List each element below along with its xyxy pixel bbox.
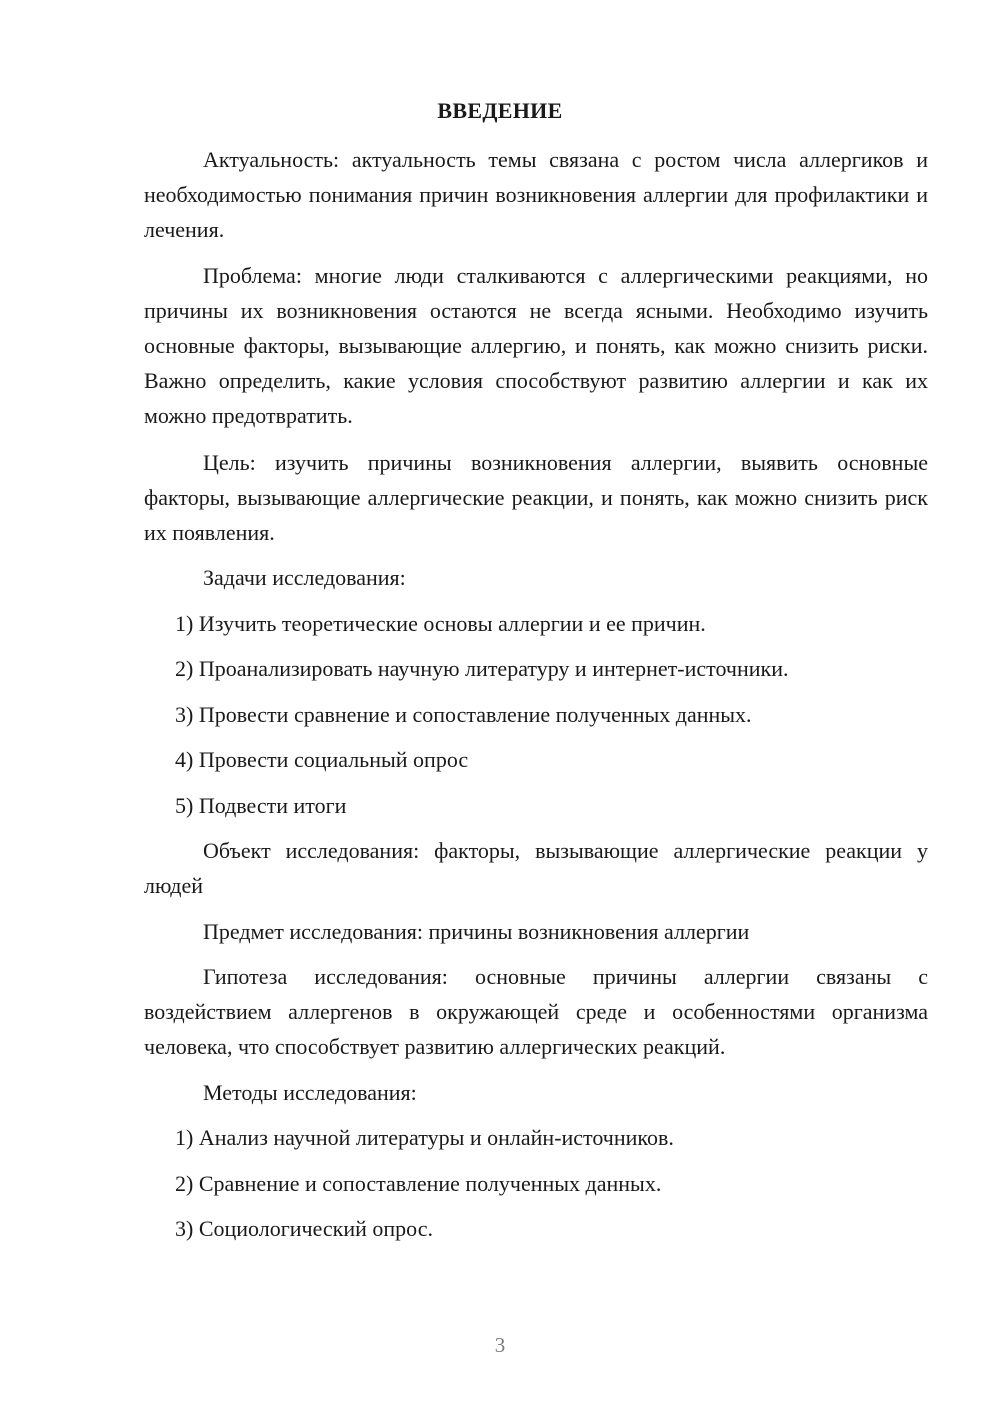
task-item-1 [144,606,928,641]
list-item: 2) Сравнение и сопоставление полученных данных. [175,1171,662,1196]
hypothesis-paragraph [144,959,928,1064]
list-item: 3) Провести сравнение и сопоставление полученных данных. [175,702,752,727]
method-item-2 [144,1166,928,1201]
subject-text: Предмет исследования: причины возникновения аллергии [203,919,750,944]
list-item: 5) Подвести итоги [175,793,347,818]
methods-heading-block [144,1075,928,1110]
tasks-heading: Задачи исследования: [203,565,406,590]
list-item: 2) Проанализировать научную литературу и интернет-источники. [175,656,789,681]
object-text: Объект исследования: факторы, вызывающие аллергические реакции у людей [144,838,928,898]
page-number: 3 [494,1333,506,1357]
problem-paragraph [144,258,928,433]
tasks-heading-block [144,560,928,595]
relevance-text: Актуальность: актуальность темы связана с ростом числа аллергиков и необходимостью понимания причин возникновения аллергии для профилактики и лечения. [144,147,928,242]
method-item-3 [144,1211,928,1246]
task-item-3 [144,697,928,732]
task-item-4 [144,742,928,777]
list-item: 1) Анализ научной литературы и онлайн-источников. [175,1125,674,1150]
object-paragraph [144,833,928,903]
task-item-2 [144,651,928,686]
methods-heading: Методы исследования: [203,1080,417,1105]
hypothesis-text: Гипотеза исследования: основные причины аллергии связаны с воздействием аллергенов в окружающей среде и особенностями организма человека, что способствует развитию аллергических реакций. [144,964,928,1059]
list-item: 1) Изучить теоретические основы аллергии и ее причин. [175,611,706,636]
goal-paragraph [144,445,928,550]
subject-paragraph [144,914,928,949]
method-item-1 [144,1120,928,1155]
list-item: 3) Социологический опрос. [175,1216,433,1241]
relevance-paragraph [144,142,928,247]
task-item-5 [144,788,928,823]
list-item: 4) Провести социальный опрос [175,747,469,772]
page-title: ВВЕДЕНИЕ [437,98,563,123]
goal-text: Цель: изучить причины возникновения аллергии, выявить основные факторы, вызывающие аллергические реакции, и понять, как можно снизить риск их появления. [144,450,928,545]
problem-text: Проблема: многие люди сталкиваются с аллергическими реакциями, но причины их возникновения остаются не всегда ясными. Необходимо изучить основные факторы, вызывающие аллергию, и понять, как можно снизить риски. Важно определить, какие условия способствуют развитию аллергии и как их можно предотвратить. [144,263,928,428]
